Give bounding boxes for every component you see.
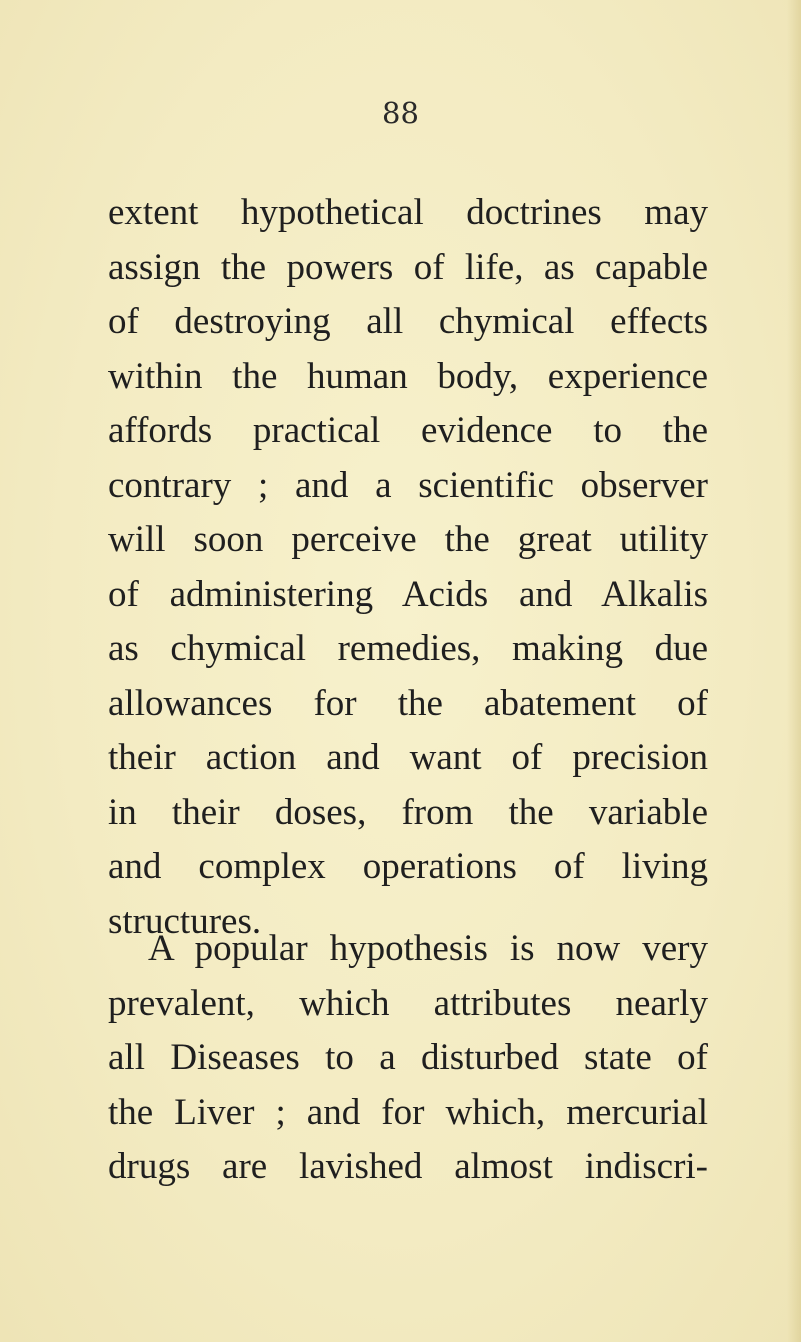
text-line: and complex operations of living (108, 846, 708, 887)
text-line: drugs are lavished almost indiscri- (108, 1146, 708, 1187)
text-line: their action and want of precision (108, 737, 708, 778)
text-line: prevalent, which attributes nearly (108, 982, 708, 1024)
page-edge-shadow (787, 0, 801, 1342)
text-line: structures. (108, 900, 262, 942)
text-line: affords practical evidence to the (108, 410, 708, 451)
paragraph-2 (108, 922, 708, 1195)
text-line: will soon perceive the great utility (108, 519, 708, 560)
text-line: allowances for the abatement of (108, 682, 708, 724)
text-line: contrary ; and a scientific observer (108, 464, 708, 506)
text-line: within the human body, experience (108, 355, 708, 397)
text-line: as chymical remedies, making due (108, 628, 708, 669)
text-line: A popular hypothesis is now very (148, 928, 708, 969)
paragraph-1 (108, 186, 708, 949)
text-line: extent hypothetical doctrines may (108, 192, 708, 233)
text-line: the Liver ; and for which, mercurial (108, 1091, 708, 1133)
text-line: assign the powers of life, as capable (108, 246, 708, 288)
text-line: all Diseases to a disturbed state of (108, 1037, 708, 1078)
page-number: 88 (382, 96, 419, 130)
text-line: in their doses, from the variable (108, 791, 708, 833)
text-line: of administering Acids and Alkalis (108, 573, 708, 615)
text-line: of destroying all chymical effects (108, 301, 708, 342)
